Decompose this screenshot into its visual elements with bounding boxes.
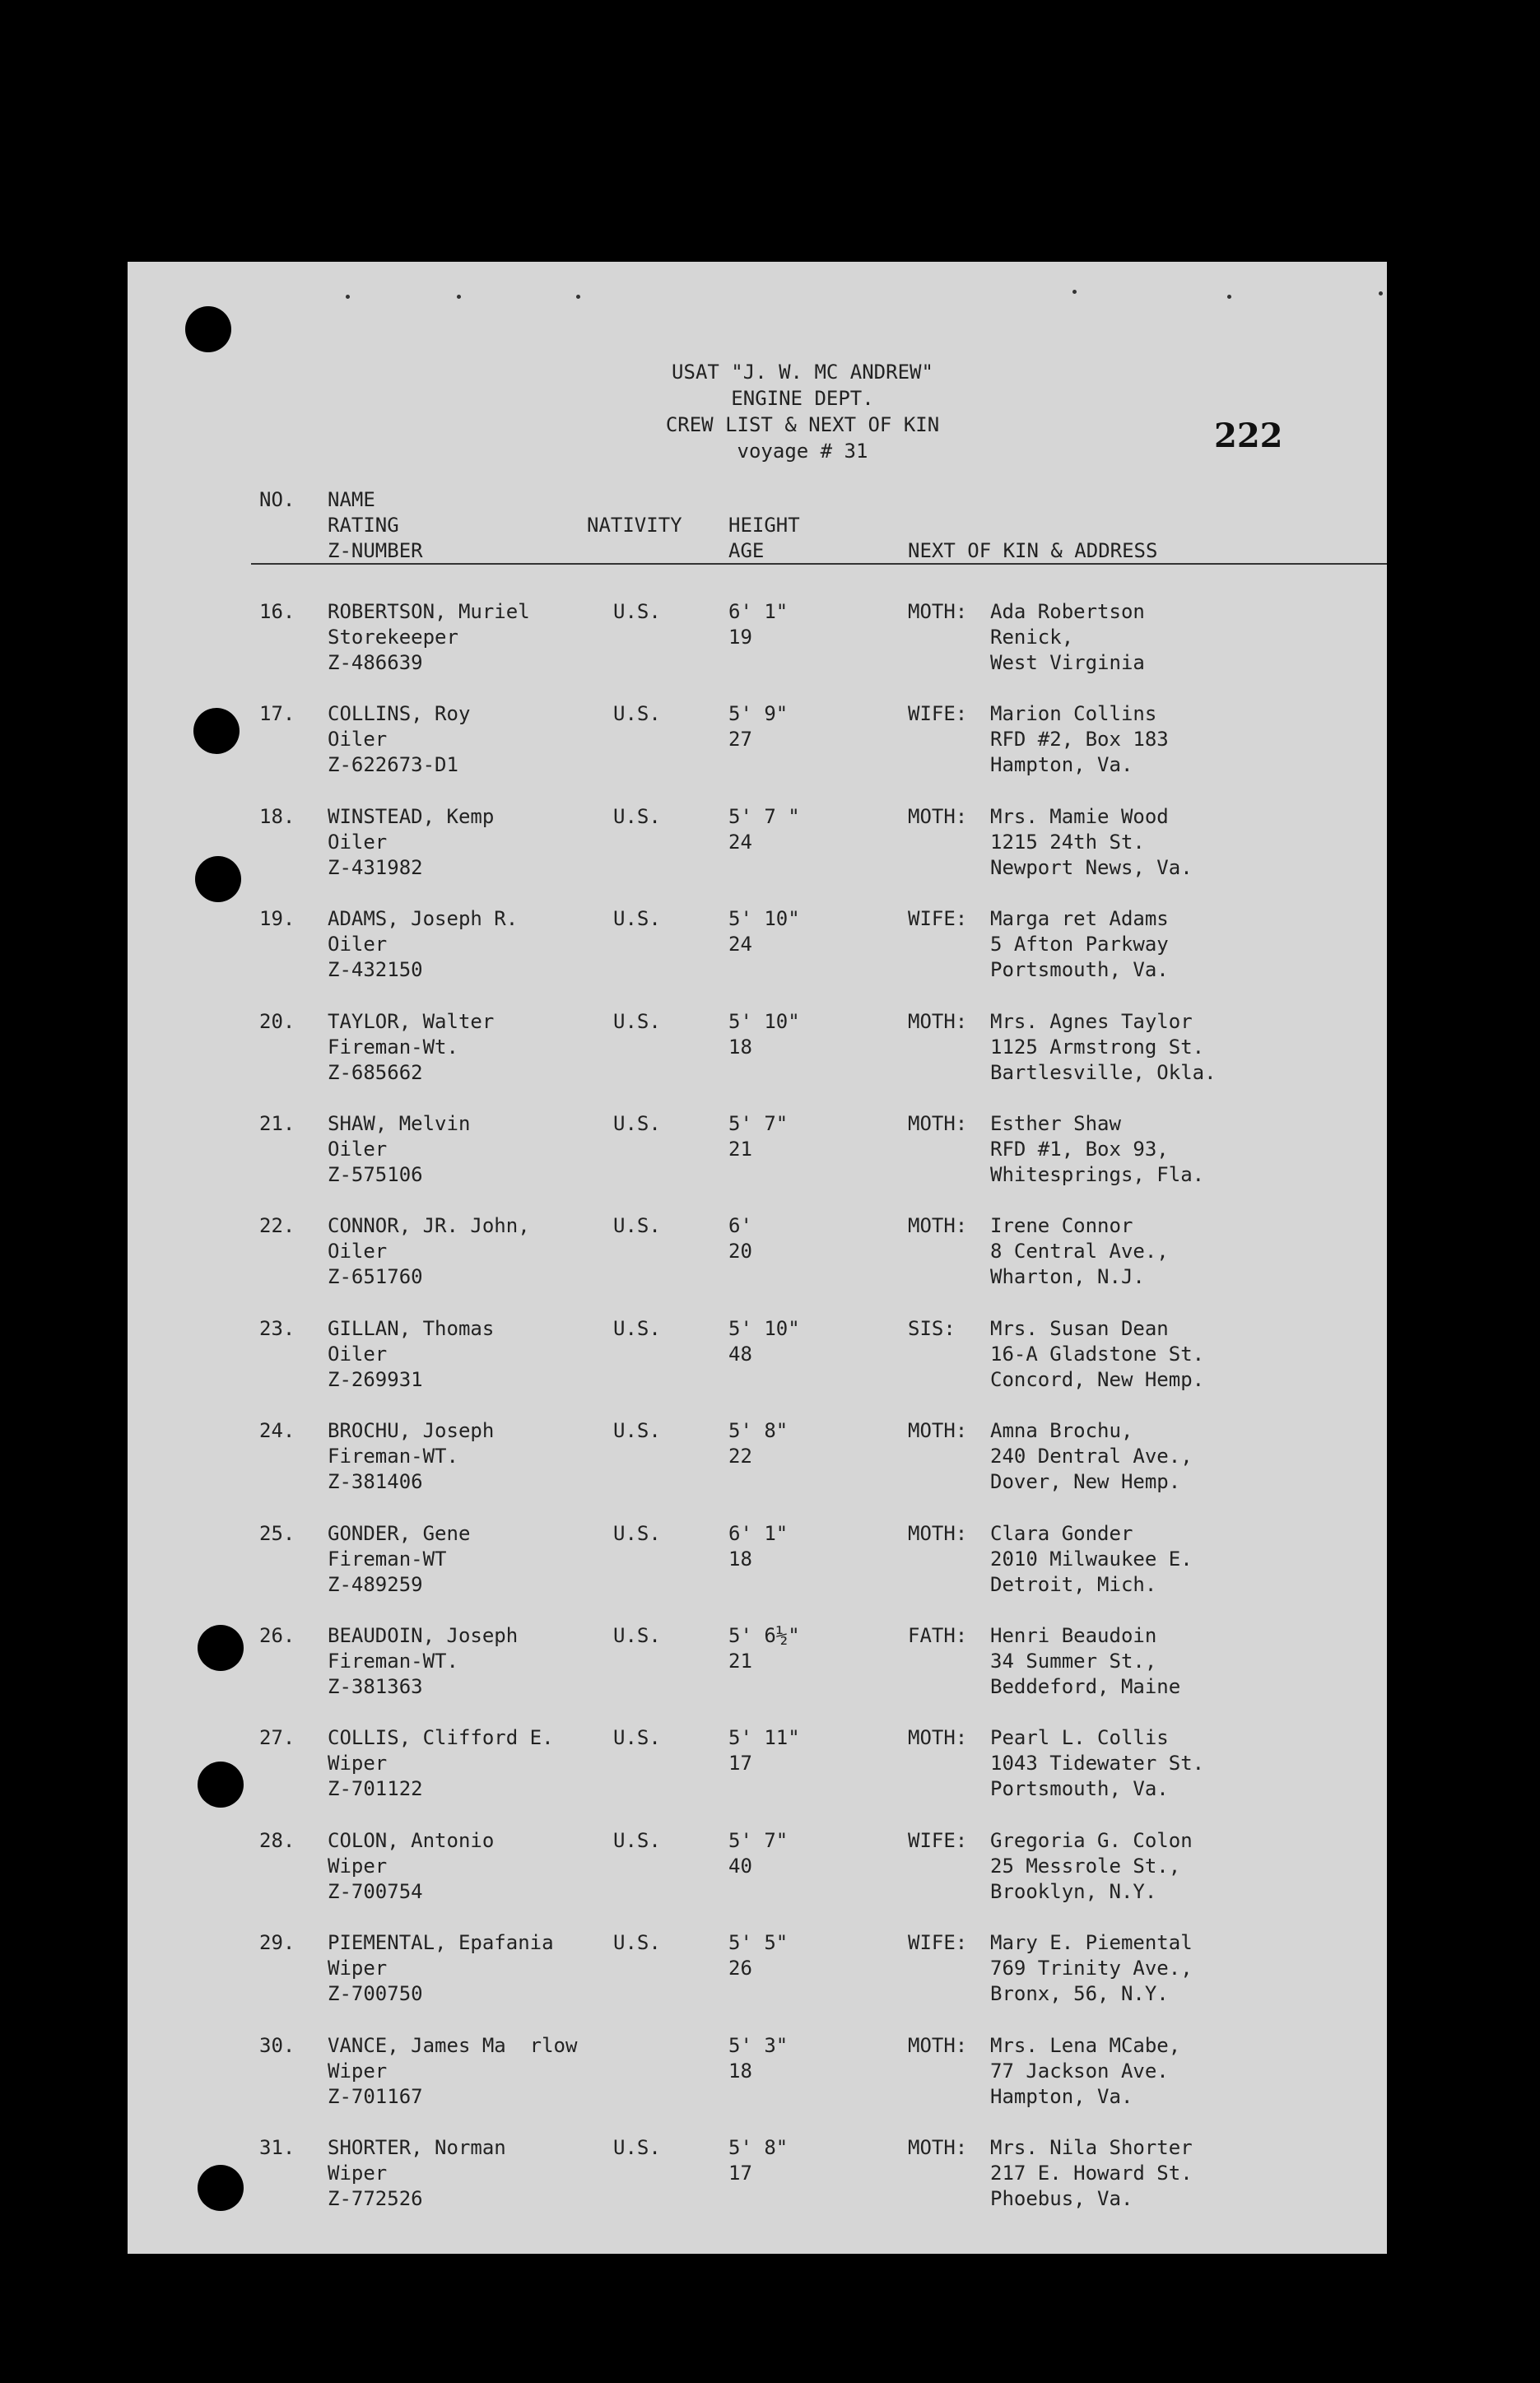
crew-z-number: Z-575106 [328,1163,423,1186]
header-znumber: Z-NUMBER [328,539,423,562]
crew-age: 21 [728,1650,752,1673]
crew-record [128,1828,1387,1930]
crew-z-number: Z-489259 [328,1572,423,1596]
kin-city-state: West Virginia [990,651,1145,674]
kin-address-line: Renick, [990,626,1074,649]
kin-name: Ada Robertson [990,600,1145,623]
kin-address-line: 240 Dentral Ave., [990,1445,1193,1468]
kin-relation: WIFE: [908,1828,968,1852]
crew-z-number: Z-432150 [328,958,423,982]
kin-address-line: 77 Jackson Ave. [990,2059,1169,2083]
document-page [128,262,1387,2254]
crew-number: 16. [259,600,295,623]
kin-name: Marion Collins [990,702,1157,726]
crew-z-number: Z-486639 [328,651,423,674]
crew-z-number: Z-772526 [328,2187,423,2210]
kin-name: Mrs. Agnes Taylor [990,1009,1193,1033]
kin-city-state: Beddeford, Maine [990,1675,1181,1698]
kin-address-line: RFD #1, Box 93, [990,1138,1169,1161]
crew-height: 5' 10" [728,907,800,931]
kin-name: Irene Connor [990,1214,1133,1238]
crew-name: COLLINS, Roy [328,702,471,726]
crew-record [128,1009,1387,1111]
title-list: CREW LIST & NEXT OF KIN [665,413,940,436]
crew-record [128,599,1387,701]
crew-z-number: Z-431982 [328,855,423,879]
kin-city-state: Brooklyn, N.Y. [990,1879,1157,1903]
kin-relation: MOTH: [908,2033,968,2057]
crew-nativity: U.S. [613,1521,661,1545]
crew-rating: Wiper [328,1957,388,1980]
kin-name: Mrs. Lena MCabe, [990,2033,1181,2057]
crew-rating: Wiper [328,2162,388,2185]
kin-relation: MOTH: [908,2136,968,2159]
crew-record [128,1316,1387,1418]
kin-name: Mrs. Mamie Wood [990,804,1169,828]
crew-rating: Oiler [328,1342,388,1366]
crew-z-number: Z-701122 [328,1777,423,1801]
speck-mark [1227,295,1231,299]
kin-name: Clara Gonder [990,1521,1133,1545]
crew-number: 22. [259,1214,295,1238]
kin-relation: MOTH: [908,1726,968,1750]
kin-city-state: Dover, New Hemp. [990,1470,1181,1494]
kin-address-line: 1043 Tidewater St. [990,1752,1205,1776]
crew-nativity: U.S. [613,1214,661,1238]
crew-height: 5' 10" [728,1009,800,1033]
crew-rating: Wiper [328,1854,388,1878]
crew-rating: Storekeeper [328,626,458,649]
crew-number: 19. [259,907,295,931]
crew-height: 5' 7" [728,1112,789,1135]
crew-record [128,1623,1387,1725]
crew-height: 6' 1" [728,600,789,623]
speck-mark [457,295,461,299]
crew-z-number: Z-701167 [328,2084,423,2108]
crew-rating: Oiler [328,728,388,752]
kin-city-state: Whitesprings, Fla. [990,1163,1205,1186]
kin-name: Mary E. Piemental [990,1931,1193,1955]
header-age: AGE [728,539,765,562]
kin-relation: WIFE: [908,702,968,726]
kin-address-line: 769 Trinity Ave., [990,1957,1193,1980]
kin-city-state: Bronx, 56, N.Y. [990,1982,1169,2006]
crew-height: 5' 7" [728,1828,789,1852]
kin-name: Gregoria G. Colon [990,1828,1193,1852]
crew-z-number: Z-622673-D1 [328,753,458,777]
title-voyage: voyage # 31 [737,440,868,463]
crew-record [128,1725,1387,1827]
crew-number: 30. [259,2033,295,2057]
crew-name: COLON, Antonio [328,1828,495,1852]
crew-nativity: U.S. [613,1931,661,1955]
crew-height: 5' 3" [728,2033,789,2057]
crew-age: 48 [728,1342,752,1366]
crew-record [128,2033,1387,2135]
kin-name: Amna Brochu, [990,1419,1133,1443]
kin-relation: WIFE: [908,907,968,931]
crew-height: 5' 5" [728,1931,789,1955]
header-next-of-kin: NEXT OF KIN & ADDRESS [908,539,1158,562]
crew-age: 26 [728,1957,752,1980]
kin-address-line: 217 E. Howard St. [990,2162,1193,2185]
crew-name: GONDER, Gene [328,1521,471,1545]
crew-name: GILLAN, Thomas [328,1316,495,1340]
crew-height: 6' 1" [728,1521,789,1545]
crew-number: 24. [259,1419,295,1443]
crew-nativity: U.S. [613,600,661,623]
kin-relation: WIFE: [908,1931,968,1955]
crew-age: 24 [728,933,752,956]
kin-address-line: 1125 Armstrong St. [990,1035,1205,1059]
crew-name: VANCE, James Ma rlow [328,2033,578,2057]
kin-address-line: 2010 Milwaukee E. [990,1547,1193,1571]
kin-name: Marga ret Adams [990,907,1169,931]
punch-hole [185,306,231,352]
crew-z-number: Z-651760 [328,1265,423,1289]
crew-number: 27. [259,1726,295,1750]
crew-height: 5' 8" [728,1419,789,1443]
kin-name: Esther Shaw [990,1112,1121,1135]
crew-record [128,1111,1387,1213]
crew-record [128,906,1387,1008]
crew-z-number: Z-700754 [328,1879,423,1903]
crew-nativity: U.S. [613,1112,661,1135]
crew-age: 19 [728,626,752,649]
crew-name: WINSTEAD, Kemp [328,804,495,828]
crew-height: 5' 7 " [728,804,800,828]
kin-address-line: 25 Messrole St., [990,1854,1181,1878]
crew-height: 5' 8" [728,2136,789,2159]
kin-city-state: Detroit, Mich. [990,1572,1157,1596]
crew-z-number: Z-700750 [328,1982,423,2006]
kin-city-state: Bartlesville, Okla. [990,1060,1217,1084]
crew-nativity: U.S. [613,907,661,931]
kin-relation: MOTH: [908,1112,968,1135]
crew-height: 6' [728,1214,752,1238]
crew-name: PIEMENTAL, Epafania [328,1931,554,1955]
crew-rating: Oiler [328,1138,388,1161]
crew-record [128,701,1387,803]
crew-age: 21 [728,1138,752,1161]
crew-rating: Oiler [328,933,388,956]
kin-relation: SIS: [908,1316,956,1340]
crew-name: CONNOR, JR. John, [328,1214,530,1238]
crew-name: TAYLOR, Walter [328,1009,495,1033]
crew-record [128,1213,1387,1315]
kin-address-line: 5 Afton Parkway [990,933,1169,956]
crew-number: 26. [259,1624,295,1647]
crew-nativity: U.S. [613,1624,661,1647]
kin-address-line: RFD #2, Box 183 [990,728,1169,752]
crew-nativity: U.S. [613,2136,661,2159]
crew-age: 18 [728,2059,752,2083]
crew-number: 29. [259,1931,295,1955]
crew-age: 24 [728,830,752,854]
crew-number: 20. [259,1009,295,1033]
crew-name: COLLIS, Clifford E. [328,1726,554,1750]
crew-age: 17 [728,2162,752,2185]
crew-age: 18 [728,1035,752,1059]
kin-address-line: 8 Central Ave., [990,1240,1169,1264]
crew-rating: Fireman-WT. [328,1650,458,1673]
crew-age: 27 [728,728,752,752]
kin-city-state: Concord, New Hemp. [990,1367,1205,1391]
crew-rating: Wiper [328,2059,388,2083]
header-name: NAME [328,488,375,511]
crew-nativity: U.S. [613,1316,661,1340]
header-no: NO. [259,488,295,511]
crew-name: SHORTER, Norman [328,2136,506,2159]
crew-nativity: U.S. [613,702,661,726]
crew-number: 25. [259,1521,295,1545]
crew-record [128,1418,1387,1520]
crew-rating: Fireman-WT. [328,1445,458,1468]
crew-age: 22 [728,1445,752,1468]
crew-z-number: Z-685662 [328,1060,423,1084]
kin-city-state: Hampton, Va. [990,753,1133,777]
crew-record [128,1930,1387,2032]
kin-city-state: Phoebus, Va. [990,2187,1133,2210]
kin-relation: FATH: [908,1624,968,1647]
kin-address-line: 34 Summer St., [990,1650,1157,1673]
kin-relation: MOTH: [908,1521,968,1545]
header-rule [251,563,1387,565]
kin-relation: MOTH: [908,600,968,623]
title-ship: USAT "J. W. MC ANDREW" [672,361,933,384]
crew-number: 28. [259,1828,295,1852]
kin-name: Henri Beaudoin [990,1624,1157,1647]
crew-age: 40 [728,1854,752,1878]
crew-z-number: Z-381363 [328,1675,423,1698]
kin-name: Mrs. Nila Shorter [990,2136,1193,2159]
kin-address-line: 1215 24th St. [990,830,1145,854]
kin-address-line: 16-A Gladstone St. [990,1342,1205,1366]
kin-name: Mrs. Susan Dean [990,1316,1169,1340]
crew-rating: Fireman-WT [328,1547,447,1571]
crew-name: ADAMS, Joseph R. [328,907,519,931]
crew-nativity: U.S. [613,1828,661,1852]
crew-rating: Oiler [328,1240,388,1264]
crew-height: 5' 6½" [728,1624,800,1647]
kin-city-state: Newport News, Va. [990,855,1193,879]
speck-mark [576,295,580,299]
kin-relation: MOTH: [908,1419,968,1443]
speck-mark [1072,290,1077,294]
crew-number: 18. [259,804,295,828]
crew-number: 23. [259,1316,295,1340]
crew-z-number: Z-381406 [328,1470,423,1494]
crew-rating: Wiper [328,1752,388,1776]
crew-nativity: U.S. [613,1009,661,1033]
page-number: 222 [1214,417,1283,455]
crew-record [128,1521,1387,1623]
kin-city-state: Portsmouth, Va. [990,958,1169,982]
crew-record [128,2135,1387,2237]
header-nativity: NATIVITY [587,514,682,537]
kin-relation: MOTH: [908,1009,968,1033]
crew-number: 21. [259,1112,295,1135]
crew-age: 20 [728,1240,752,1264]
title-dept: ENGINE DEPT. [731,387,874,410]
speck-mark [1379,291,1383,296]
crew-rating: Fireman-Wt. [328,1035,458,1059]
crew-record [128,804,1387,906]
kin-city-state: Portsmouth, Va. [990,1777,1169,1801]
kin-relation: MOTH: [908,804,968,828]
crew-number: 17. [259,702,295,726]
header-rating: RATING [328,514,399,537]
kin-city-state: Hampton, Va. [990,2084,1133,2108]
kin-city-state: Wharton, N.J. [990,1265,1145,1289]
kin-relation: MOTH: [908,1214,968,1238]
crew-nativity: U.S. [613,1419,661,1443]
crew-height: 5' 10" [728,1316,800,1340]
crew-number: 31. [259,2136,295,2159]
crew-height: 5' 9" [728,702,789,726]
crew-height: 5' 11" [728,1726,800,1750]
header-height: HEIGHT [728,514,800,537]
crew-name: BROCHU, Joseph [328,1419,495,1443]
crew-name: SHAW, Melvin [328,1112,471,1135]
speck-mark [346,295,350,299]
kin-name: Pearl L. Collis [990,1726,1169,1750]
crew-age: 17 [728,1752,752,1776]
crew-nativity: U.S. [613,804,661,828]
crew-name: BEAUDOIN, Joseph [328,1624,519,1647]
crew-z-number: Z-269931 [328,1367,423,1391]
crew-age: 18 [728,1547,752,1571]
crew-rating: Oiler [328,830,388,854]
crew-nativity: U.S. [613,1726,661,1750]
crew-name: ROBERTSON, Muriel [328,600,530,623]
